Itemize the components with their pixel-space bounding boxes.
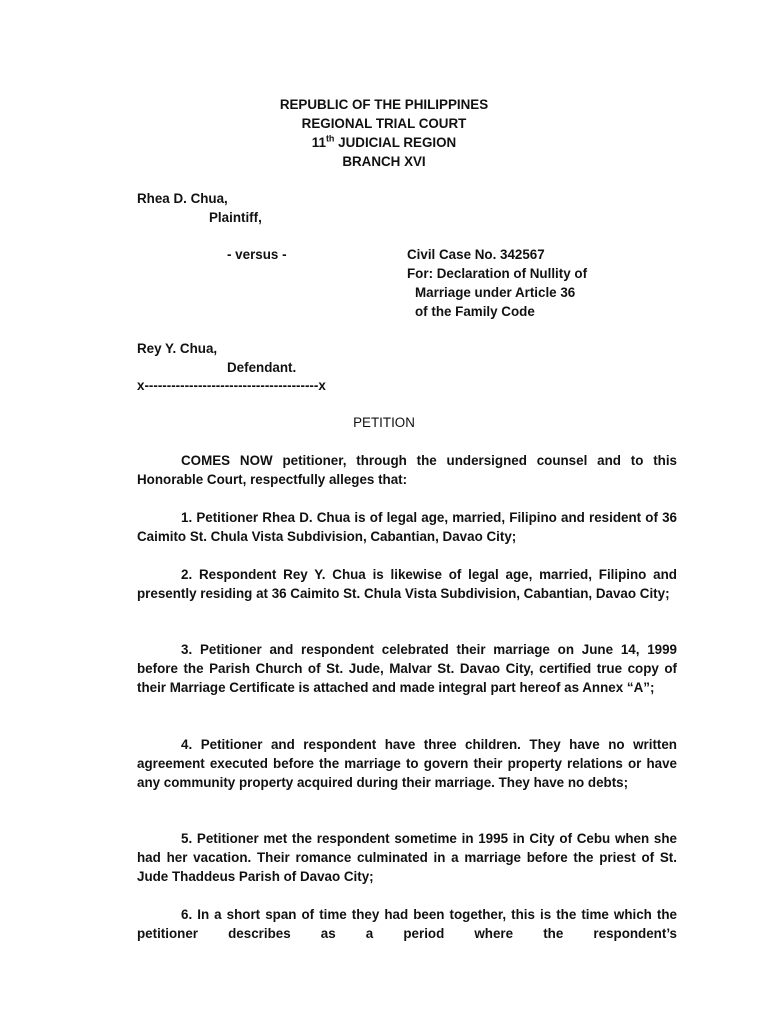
header-region: [0, 133, 768, 152]
paragraph-5-text: 5. Petitioner met the respondent sometime in 1995 in City of Cebu when she had her vacation. Their romance culminated in a marriage before the priest of St. Jude Thaddeus Parish of Davao City;: [137, 831, 677, 884]
paragraph-2: [137, 565, 677, 603]
paragraph-3: [137, 640, 677, 697]
intro-paragraph: [137, 451, 677, 489]
plaintiff-role: Plaintiff,: [209, 210, 262, 225]
case-nature-line2: Marriage under Article 36: [415, 285, 576, 300]
case-nature-line3: of the Family Code: [415, 304, 535, 319]
header-court: REGIONAL TRIAL COURT: [301, 116, 467, 131]
plaintiff-name: Rhea D. Chua,: [137, 191, 228, 206]
header-republic: REPUBLIC OF THE PHILIPPINES: [279, 97, 489, 112]
region-number: 11: [311, 135, 326, 150]
region-text: JUDICIAL REGION: [334, 135, 457, 150]
paragraph-5: [137, 829, 677, 886]
paragraph-6-text: 6. In a short span of time they had been together, this is the time which the petitioner describes as a period where the respondent’s: [137, 907, 677, 941]
case-number: Civil Case No. 342567: [407, 247, 545, 262]
header-branch: BRANCH XVI: [342, 154, 426, 169]
intro-text: COMES NOW petitioner, through the undersigned counsel and to this Honorable Court, respectfully alleges that:: [137, 453, 677, 487]
versus-label: - versus -: [227, 247, 287, 262]
paragraph-3-text: 3. Petitioner and respondent celebrated their marriage on June 14, 1999 before the Parish Church of St. Jude, Malvar St. Davao City, certified true copy of their Marriage Certificate is attached and made integral part hereof as Annex “A”;: [137, 642, 677, 695]
caption-separator: x---------------------------------------x: [137, 378, 326, 393]
defendant-role: Defendant.: [227, 360, 297, 375]
paragraph-1-text: 1. Petitioner Rhea D. Chua is of legal age, married, Filipino and resident of 36 Caimito St. Chula Vista Subdivision, Cabantian, Davao City;: [137, 510, 677, 544]
paragraph-2-text: 2. Respondent Rey Y. Chua is likewise of legal age, married, Filipino and presently residing at 36 Caimito St. Chula Vista Subdivision, Cabantian, Davao City;: [137, 567, 677, 601]
paragraph-6: [137, 905, 677, 943]
case-nature-line1: For: Declaration of Nullity of: [407, 266, 588, 281]
region-suffix: th: [325, 133, 335, 144]
document-title: PETITION: [353, 415, 415, 430]
defendant-name: Rey Y. Chua,: [137, 341, 218, 356]
paragraph-4-text: 4. Petitioner and respondent have three children. They have no written agreement executed before the marriage to govern their property relations or have any community property acquired during their marriage. They have no debts;: [137, 737, 677, 790]
paragraph-4: [137, 735, 677, 792]
paragraph-1: [137, 508, 677, 546]
